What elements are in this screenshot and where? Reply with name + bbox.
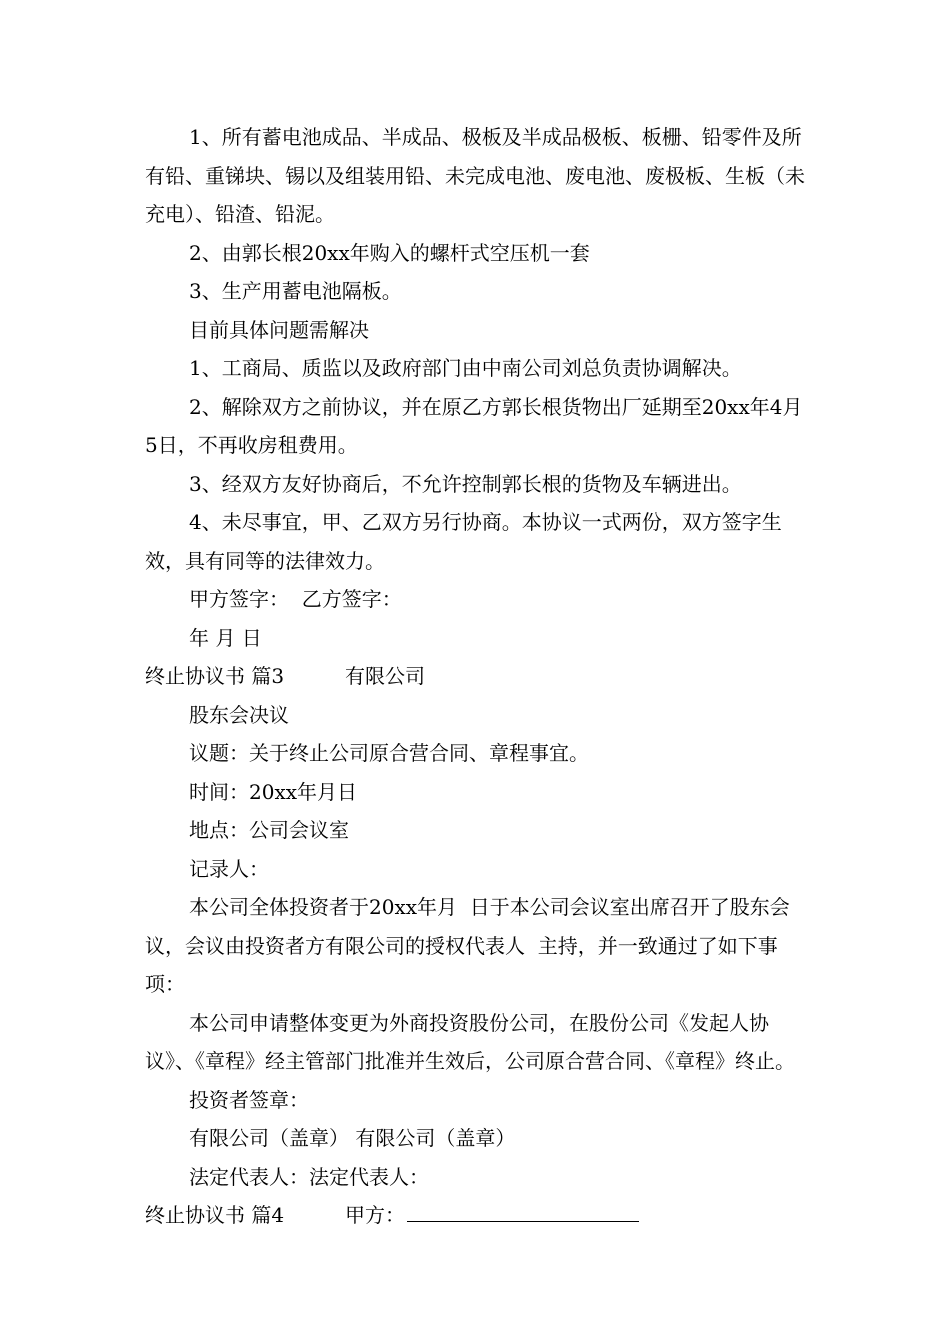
paragraph: 投资者签章： xyxy=(189,1087,309,1112)
paragraph: 法定代表人：法定代表人： xyxy=(189,1164,429,1189)
paragraph: 2、解除双方之前协议，并在原乙方郭长根货物出厂延期至20xx年4月5日，不再收房租费用。 xyxy=(145,394,803,457)
paragraph: 本公司全体投资者于20xx年月 日于本公司会议室出席召开了股东会议，会议由投资者方有限公司的授权代表人 主持，并一致通过了如下事项： xyxy=(145,895,790,996)
paragraph: 本公司申请整体变更为外商投资股份公司，在股份公司《发起人协议》、《章程》经主管部门批准并生效后，公司原合营合同、《章程》终止。 xyxy=(145,1010,795,1073)
paragraph: 有限公司（盖章） 有限公司（盖章） xyxy=(189,1126,516,1150)
paragraph: 4、未尽事宜，甲、乙双方另行协商。本协议一式两份，双方签字生效，具有同等的法律效力。 xyxy=(145,510,782,573)
paragraph: 2、由郭长根20xx年购入的螺杆式空压机一套 xyxy=(189,240,590,265)
paragraph: 1、工商局、质监以及政府部门由中南公司刘总负责协调解决。 xyxy=(189,356,742,380)
paragraph: 议题：关于终止公司原合营合同、章程事宜。 xyxy=(189,741,589,765)
section-4-heading: 终止协议书 篇4 xyxy=(145,1203,285,1227)
paragraph: 3、经双方友好协商后，不允许控制郭长根的货物及车辆进出。 xyxy=(189,471,742,496)
section-3-company: 有限公司 xyxy=(345,664,425,688)
resolution-title: 股东会决议 xyxy=(189,702,289,727)
paragraph: 时间：20xx年月日 xyxy=(189,779,358,804)
signature-line: 甲方签字： 乙方签字： xyxy=(189,587,402,611)
document-page xyxy=(145,118,809,1235)
section-3-heading: 终止协议书 篇3 xyxy=(145,664,285,688)
party-a-label: 甲方： xyxy=(345,1203,405,1227)
paragraph-group-2 xyxy=(145,696,809,1197)
section-3-heading-row xyxy=(145,657,809,696)
paragraph: 记录人： xyxy=(189,856,269,881)
section-4-heading-row xyxy=(145,1196,809,1235)
paragraph: 目前具体问题需解决 xyxy=(189,317,369,342)
paragraph-group-1 xyxy=(145,118,809,657)
paragraph: 3、生产用蓄电池隔板。 xyxy=(189,279,402,303)
party-a-blank-line xyxy=(407,1199,639,1222)
paragraph: 地点：公司会议室 xyxy=(189,818,349,842)
paragraph: 1、所有蓄电池成品、半成品、极板及半成品极板、板栅、铅零件及所有铅、重锑块、锡以及组装用铅、未完成电池、废电池、废极板、生板（未充电）、铅渣、铅泥。 xyxy=(145,125,805,226)
date-line: 年 月 日 xyxy=(189,625,262,650)
